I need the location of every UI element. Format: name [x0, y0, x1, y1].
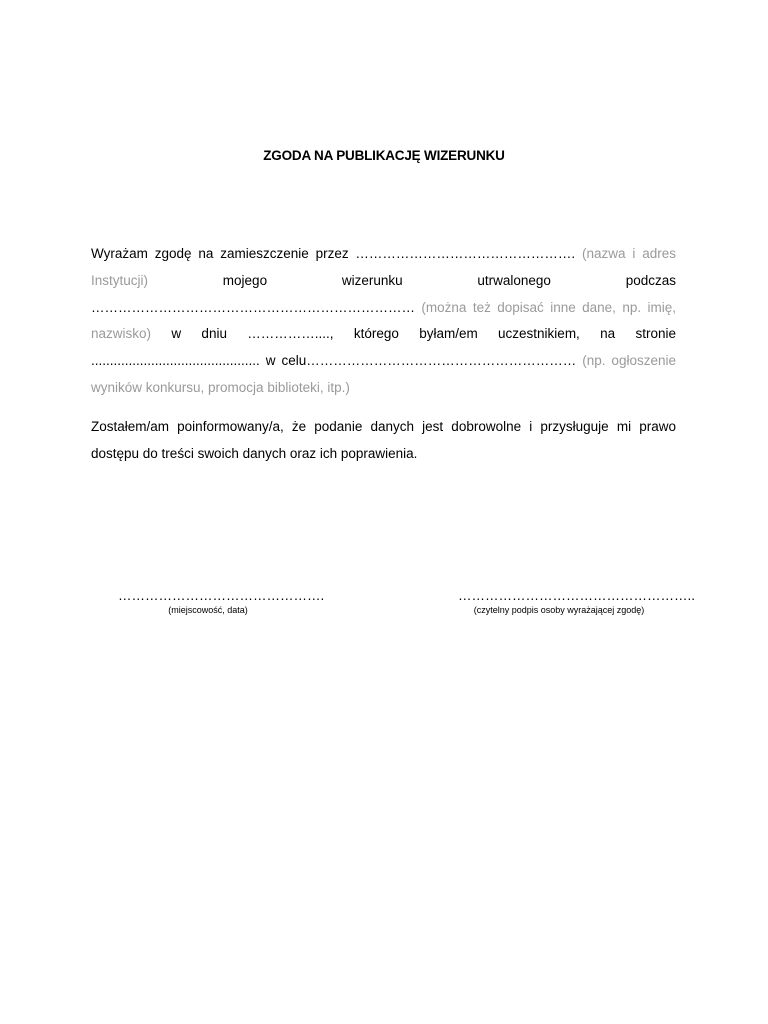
signature-line: …………………………………………….. — [458, 588, 696, 603]
consent-hint-extra-data: (można też dopisać inne dane, np. imię, nazwisko) — [91, 299, 676, 342]
document-title: ZGODA NA PUBLIKACJĘ WIZERUNKU — [263, 148, 505, 163]
consent-text-part2: mojego wizerunku utrwalonego podczas ……………………………………………………………… — [91, 272, 676, 315]
consent-hint-purpose: (np. ogłoszenie wyników konkursu, promocja biblioteki, itp.) — [91, 353, 676, 395]
consent-text-part1: Wyrażam zgodę na zamieszczenie przez …………………………………………. — [91, 246, 576, 261]
place-date-caption: (miejscowość, data) — [168, 605, 248, 615]
consent-text-part3: w dniu ……………...., którego byłam/em uczestnikiem, na stronie ............................................. w celu…………………………………………………… — [91, 326, 676, 369]
signature-block-place-date — [118, 588, 325, 616]
signature-block-signature — [458, 588, 696, 616]
place-date-line: ………………………………………. — [118, 588, 325, 603]
signature-caption: (czytelny podpis osoby wyrażającej zgodę) — [473, 605, 645, 615]
consent-hint-institution: (nazwa i adres Instytucji) — [91, 246, 676, 288]
information-paragraph: Zostałem/am poinformowany/a, że podanie danych jest dobrowolne i przysługuje mi prawo dostępu do treści swoich danych oraz ich poprawienia. — [91, 419, 676, 461]
consent-paragraph — [91, 241, 676, 402]
